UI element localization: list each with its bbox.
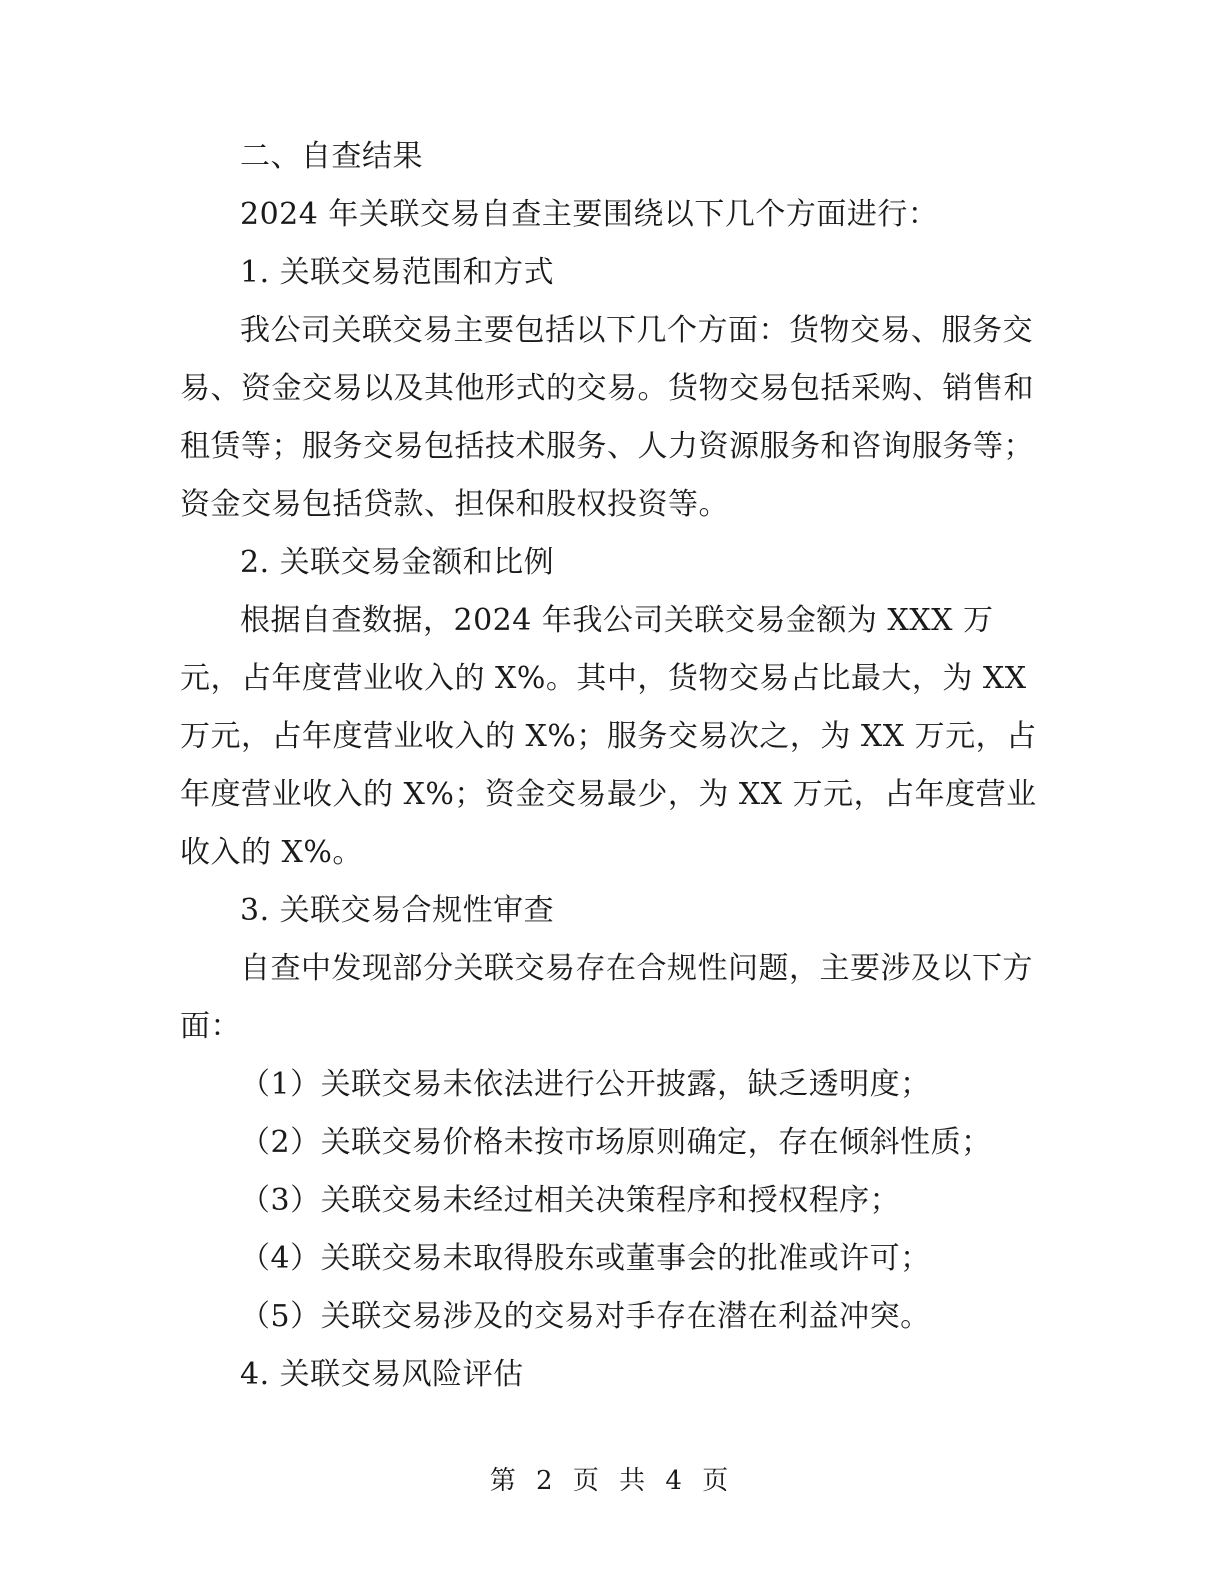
list-item: （4）关联交易未取得股东或董事会的批准或许可； [240, 1241, 931, 1276]
intro-paragraph: 2024 年关联交易自查主要围绕以下几个方面进行： [240, 197, 939, 232]
item3-heading: 3. 关联交易合规性审查 [240, 893, 555, 928]
list-item: （3）关联交易未经过相关决策程序和授权程序； [240, 1183, 901, 1218]
page-number-footer: 第 2 页 共 4 页 [489, 1466, 735, 1496]
item1-paragraph: 我公司关联交易主要包括以下几个方面：货物交易、服务交易、资金交易以及其他形式的交易。货物交易包括采购、销售和租赁等；服务交易包括技术服务、人力资源服务和咨询服务等；资金交易包括贷款、担保和股权投资等。 [180, 313, 1034, 522]
document-body [180, 128, 1040, 1404]
compliance-issue-list [180, 1056, 1040, 1346]
item2-paragraph: 根据自查数据，2024 年我公司关联交易金额为 XXX 万元，占年度营业收入的 X%。其中，货物交易占比最大，为 XX 万元，占年度营业收入的 X%；服务交易次之，为 XX 万元，占年度营业收入的 X%；资金交易最少，为 XX 万元，占年度营业收入的 X%。 [180, 603, 1037, 870]
item3-paragraph: 自查中发现部分关联交易存在合规性问题，主要涉及以下方面： [180, 951, 1033, 1044]
list-item: （5）关联交易涉及的交易对手存在潜在利益冲突。 [240, 1299, 931, 1334]
list-item: （2）关联交易价格未按市场原则确定，存在倾斜性质； [240, 1125, 992, 1160]
section-title: 二、自查结果 [240, 139, 423, 174]
item4-heading: 4. 关联交易风险评估 [240, 1357, 524, 1392]
item2-heading: 2. 关联交易金额和比例 [240, 545, 555, 580]
item1-heading: 1. 关联交易范围和方式 [240, 255, 555, 290]
list-item: （1）关联交易未依法进行公开披露，缺乏透明度； [240, 1067, 931, 1102]
